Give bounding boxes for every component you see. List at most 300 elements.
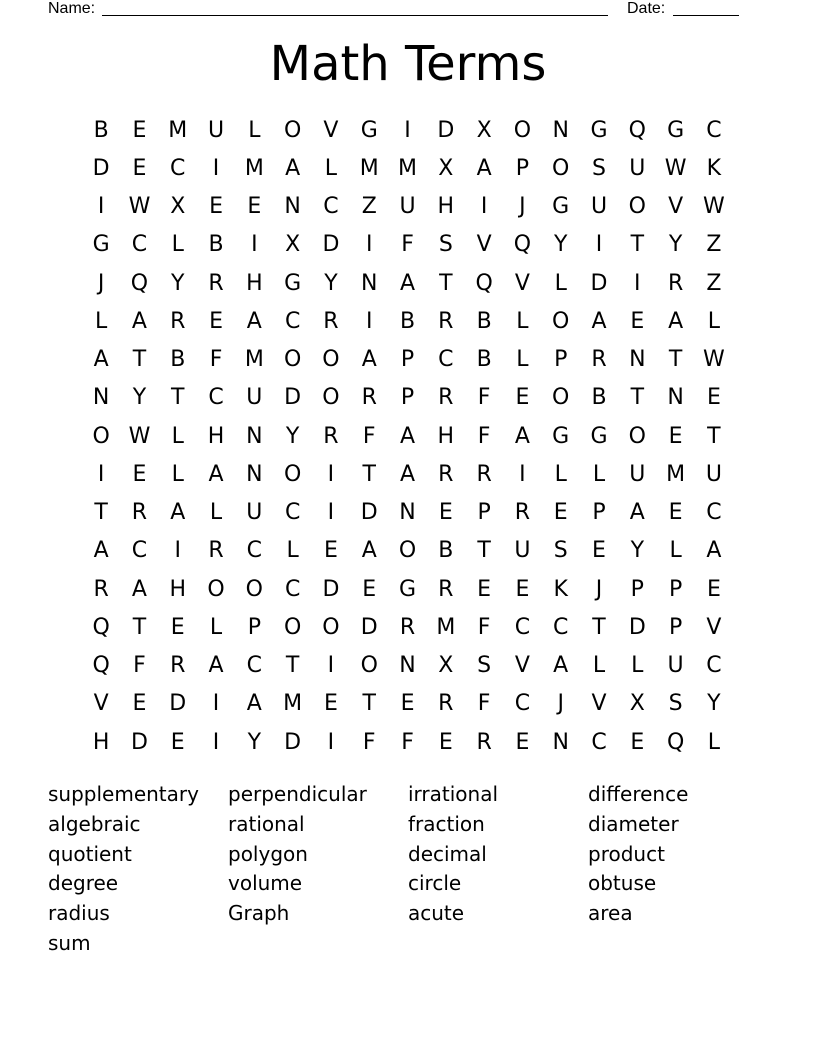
- grid-letter: C: [706, 653, 722, 679]
- grid-letter: S: [553, 538, 568, 564]
- grid-letter: G: [398, 576, 417, 602]
- grid-letter: D: [437, 117, 455, 143]
- grid-letter: R: [438, 385, 454, 411]
- grid-letter: Y: [324, 270, 338, 296]
- grid-letter: G: [552, 194, 570, 220]
- grid-letter: E: [362, 576, 377, 602]
- grid-letter: D: [130, 729, 148, 755]
- grid-letter: L: [209, 500, 223, 526]
- grid-letter: H: [207, 423, 225, 449]
- grid-letter: M: [398, 155, 418, 181]
- grid-letter: T: [630, 232, 645, 258]
- grid-letter: L: [631, 653, 644, 679]
- grid-letter: L: [707, 308, 721, 334]
- grid-letter: D: [322, 232, 340, 258]
- grid-letter: R: [170, 653, 186, 679]
- grid-letter: A: [476, 155, 492, 181]
- grid-letter: O: [552, 385, 570, 411]
- grid-letter: R: [476, 461, 492, 487]
- grid-letter: C: [438, 347, 454, 373]
- grid-letter: F: [362, 729, 376, 755]
- grid-letter: Y: [668, 232, 683, 258]
- grid-letter: R: [476, 729, 492, 755]
- grid-letter: L: [669, 538, 682, 564]
- grid-letter: I: [174, 538, 181, 564]
- date-blank-line[interactable]: [673, 0, 739, 16]
- grid-letter: L: [286, 538, 299, 564]
- grid-letter: E: [132, 691, 147, 717]
- grid-letter: C: [208, 385, 224, 411]
- grid-letter: P: [400, 385, 415, 411]
- grid-letter: E: [553, 500, 568, 526]
- grid-letter: V: [668, 194, 684, 220]
- grid-letter: Y: [247, 729, 262, 755]
- grid-letter: E: [515, 576, 530, 602]
- grid-letter: Z: [706, 270, 722, 296]
- word-list-item: polygon: [228, 841, 308, 866]
- grid-letter: B: [438, 538, 454, 564]
- grid-letter: M: [666, 461, 686, 487]
- grid-letter: E: [668, 500, 683, 526]
- grid-letter: E: [132, 461, 147, 487]
- grid-letter: E: [132, 155, 147, 181]
- grid-letter: D: [628, 614, 646, 640]
- grid-letter: A: [399, 461, 416, 487]
- word-list-item: obtuse: [588, 871, 657, 896]
- grid-letter: W: [703, 347, 725, 373]
- grid-letter: E: [438, 500, 453, 526]
- grid-letter: M: [244, 347, 264, 373]
- word-list-item: diameter: [588, 811, 679, 836]
- grid-letter: C: [706, 117, 722, 143]
- grid-letter: D: [360, 500, 378, 526]
- grid-letter: P: [247, 614, 261, 640]
- grid-letter: L: [516, 347, 529, 373]
- grid-letter: E: [477, 576, 492, 602]
- grid-letter: I: [365, 232, 373, 258]
- grid-letter: E: [515, 385, 530, 411]
- grid-letter: F: [133, 653, 146, 679]
- grid-letter: P: [477, 500, 491, 526]
- grid-letter: Y: [285, 423, 300, 449]
- grid-letter: K: [706, 155, 722, 181]
- grid-letter: U: [246, 385, 263, 411]
- grid-letter: T: [362, 461, 376, 487]
- grid-letter: U: [399, 194, 416, 220]
- grid-letter: N: [399, 653, 416, 679]
- grid-letter: P: [630, 576, 644, 602]
- grid-letter: G: [590, 423, 608, 449]
- grid-letter: A: [361, 347, 377, 373]
- grid-letter: C: [284, 576, 301, 602]
- grid-letter: M: [244, 155, 264, 181]
- grid-letter: T: [592, 614, 606, 640]
- grid-letter: L: [324, 155, 338, 181]
- grid-letter: R: [438, 691, 454, 717]
- word-list-item: radius: [48, 901, 110, 926]
- word-list-item: irrational: [408, 782, 499, 806]
- word-list-item: sum: [48, 930, 91, 955]
- word-list-item: decimal: [408, 841, 487, 866]
- grid-letter: E: [209, 194, 223, 220]
- grid-letter: P: [668, 614, 683, 640]
- grid-letter: V: [706, 614, 722, 640]
- grid-letter: N: [360, 270, 378, 296]
- grid-letter: G: [552, 423, 570, 449]
- grid-letter: V: [514, 270, 530, 296]
- grid-letter: R: [208, 270, 224, 296]
- grid-letter: C: [170, 155, 186, 181]
- grid-letter: V: [514, 653, 530, 679]
- grid-letter: W: [128, 194, 151, 220]
- grid-letter: C: [514, 691, 531, 717]
- grid-letter: E: [630, 729, 645, 755]
- grid-letter: T: [630, 385, 645, 411]
- grid-letter: F: [401, 729, 414, 755]
- grid-letter: C: [514, 614, 531, 640]
- grid-letter: T: [668, 347, 683, 373]
- grid-letter: D: [92, 155, 110, 181]
- grid-letter: D: [590, 270, 608, 296]
- grid-letter: I: [365, 308, 373, 334]
- grid-letter: X: [285, 232, 301, 258]
- grid-letter: A: [553, 653, 569, 679]
- word-list-item: area: [588, 901, 633, 926]
- word-list-item: degree: [48, 871, 119, 896]
- grid-letter: T: [94, 500, 108, 526]
- name-label: Name:: [48, 0, 96, 17]
- grid-letter: I: [212, 691, 220, 717]
- grid-letter: A: [246, 691, 262, 717]
- grid-letter: B: [399, 308, 416, 334]
- grid-letter: H: [246, 270, 263, 296]
- grid-letter: C: [246, 653, 263, 679]
- grid-letter: C: [284, 500, 301, 526]
- grid-letter: R: [514, 500, 531, 526]
- grid-letter: Y: [132, 385, 147, 411]
- grid-letter: F: [209, 347, 223, 373]
- word-list-item: perpendicular: [228, 782, 367, 806]
- grid-letter: R: [667, 270, 684, 296]
- grid-letter: U: [246, 500, 263, 526]
- grid-letter: P: [554, 347, 568, 373]
- grid-letter: O: [92, 423, 110, 449]
- grid-letter: I: [327, 461, 335, 487]
- grid-letter: C: [706, 500, 722, 526]
- grid-letter: L: [554, 461, 567, 487]
- grid-letter: T: [707, 423, 721, 449]
- grid-letter: E: [515, 729, 530, 755]
- grid-letter: A: [246, 308, 262, 334]
- grid-letter: J: [519, 194, 526, 220]
- grid-letter: L: [171, 423, 184, 449]
- grid-letter: H: [169, 576, 187, 602]
- grid-letter: A: [285, 155, 301, 181]
- grid-letter: L: [554, 270, 567, 296]
- grid-letter: U: [514, 538, 531, 564]
- grid-letter: O: [283, 117, 302, 143]
- grid-letter: D: [284, 385, 302, 411]
- grid-letter: N: [667, 385, 684, 411]
- grid-letter: O: [360, 653, 378, 679]
- grid-letter: E: [592, 538, 606, 564]
- grid-letter: O: [552, 308, 570, 334]
- grid-letter: N: [552, 729, 569, 755]
- grid-letter: C: [131, 538, 148, 564]
- grid-letter: I: [327, 500, 335, 526]
- grid-letter: C: [323, 194, 339, 220]
- grid-letter: U: [629, 461, 646, 487]
- grid-letter: T: [362, 691, 376, 717]
- grid-letter: N: [284, 194, 301, 220]
- grid-letter: A: [131, 308, 147, 334]
- grid-letter: B: [208, 232, 224, 258]
- grid-letter: S: [668, 691, 683, 717]
- grid-letter: E: [323, 538, 338, 564]
- grid-letter: F: [477, 423, 491, 449]
- grid-letter: E: [247, 194, 262, 220]
- grid-letter: Z: [706, 232, 722, 258]
- grid-letter: P: [592, 500, 606, 526]
- grid-letter: A: [170, 500, 186, 526]
- grid-letter: Y: [553, 232, 568, 258]
- grid-letter: N: [246, 423, 263, 449]
- grid-letter: R: [438, 461, 454, 487]
- grid-letter: L: [592, 461, 606, 487]
- grid-letter: O: [283, 461, 302, 487]
- grid-letter: S: [592, 155, 606, 181]
- grid-letter: C: [553, 614, 569, 640]
- grid-letter: I: [634, 270, 641, 296]
- grid-letter: Q: [666, 729, 685, 755]
- grid-letter: I: [212, 729, 220, 755]
- grid-letter: P: [515, 155, 530, 181]
- grid-letter: I: [595, 232, 603, 258]
- grid-letter: F: [477, 691, 491, 717]
- word-list-item: volume: [228, 871, 303, 896]
- grid-letter: A: [93, 347, 109, 373]
- grid-letter: O: [322, 347, 340, 373]
- grid-letter: E: [438, 729, 453, 755]
- grid-letter: A: [668, 308, 684, 334]
- grid-letter: V: [93, 691, 109, 717]
- grid-letter: R: [361, 385, 377, 411]
- grid-letter: T: [132, 347, 147, 373]
- grid-letter: Z: [361, 194, 377, 220]
- grid-letter: B: [93, 117, 109, 143]
- grid-letter: O: [322, 614, 340, 640]
- grid-letter: R: [399, 614, 416, 640]
- grid-letter: W: [128, 423, 151, 449]
- grid-letter: Y: [707, 691, 721, 717]
- grid-letter: A: [361, 538, 377, 564]
- grid-letter: C: [131, 232, 148, 258]
- grid-letter: A: [208, 461, 224, 487]
- name-date-header: [48, 0, 768, 20]
- grid-letter: V: [591, 691, 607, 717]
- grid-letter: U: [667, 653, 684, 679]
- grid-letter: E: [170, 614, 185, 640]
- grid-letter: C: [591, 729, 607, 755]
- grid-letter: I: [480, 194, 488, 220]
- grid-letter: J: [97, 270, 105, 296]
- grid-letter: X: [438, 653, 454, 679]
- grid-letter: U: [705, 461, 722, 487]
- word-list-item: product: [588, 841, 665, 866]
- grid-letter: Y: [171, 270, 185, 296]
- grid-letter: R: [323, 308, 339, 334]
- grid-letter: E: [132, 117, 147, 143]
- grid-letter: H: [92, 729, 110, 755]
- grid-letter: U: [590, 194, 608, 220]
- grid-letter: R: [170, 308, 186, 334]
- grid-letter: G: [284, 270, 302, 296]
- grid-letter: R: [323, 423, 339, 449]
- grid-letter: A: [208, 653, 224, 679]
- grid-letter: R: [131, 500, 148, 526]
- grid-letter: B: [476, 347, 492, 373]
- grid-letter: O: [207, 576, 225, 602]
- word-list-item: circle: [408, 871, 462, 896]
- grid-letter: R: [93, 576, 109, 602]
- grid-letter: O: [283, 347, 302, 373]
- grid-letter: R: [438, 308, 454, 334]
- grid-letter: C: [284, 308, 301, 334]
- grid-letter: L: [209, 614, 223, 640]
- grid-letter: O: [628, 423, 646, 449]
- grid-letter: R: [591, 347, 607, 373]
- grid-letter: A: [131, 576, 147, 602]
- letter-grid: [82, 111, 733, 761]
- grid-letter: N: [552, 117, 569, 143]
- grid-letter: O: [283, 614, 302, 640]
- grid-letter: O: [322, 385, 340, 411]
- word-list-item: rational: [228, 811, 305, 836]
- grid-letter: A: [514, 423, 530, 449]
- date-label: Date:: [627, 0, 666, 17]
- grid-letter: T: [439, 270, 453, 296]
- grid-letter: N: [629, 347, 646, 373]
- grid-letter: I: [404, 117, 411, 143]
- grid-letter: J: [557, 691, 564, 717]
- grid-letter: I: [327, 729, 335, 755]
- grid-letter: A: [399, 423, 416, 449]
- grid-letter: A: [591, 308, 607, 334]
- grid-letter: L: [707, 729, 721, 755]
- name-blank-line[interactable]: [102, 0, 608, 16]
- grid-letter: N: [399, 500, 416, 526]
- grid-letter: I: [519, 461, 526, 487]
- grid-letter: E: [668, 423, 683, 449]
- grid-letter: W: [664, 155, 687, 181]
- grid-letter: Y: [630, 538, 645, 564]
- grid-letter: B: [170, 347, 186, 373]
- grid-letter: A: [629, 500, 645, 526]
- grid-letter: T: [132, 614, 147, 640]
- grid-letter: F: [401, 232, 414, 258]
- word-list-item: supplementary: [48, 782, 199, 806]
- page-title: Math Terms: [269, 36, 547, 92]
- grid-letter: X: [476, 117, 492, 143]
- grid-letter: G: [667, 117, 685, 143]
- grid-letter: E: [323, 691, 338, 717]
- grid-letter: Q: [92, 614, 110, 640]
- grid-letter: A: [93, 538, 109, 564]
- grid-letter: N: [92, 385, 110, 411]
- grid-letter: Q: [130, 270, 149, 296]
- grid-letter: K: [553, 576, 568, 602]
- grid-letter: E: [706, 576, 721, 602]
- grid-letter: I: [327, 653, 335, 679]
- grid-letter: S: [438, 232, 453, 258]
- grid-letter: L: [516, 308, 529, 334]
- grid-letter: O: [513, 117, 532, 143]
- grid-letter: A: [706, 538, 722, 564]
- grid-letter: U: [629, 155, 646, 181]
- grid-letter: R: [438, 576, 454, 602]
- grid-letter: E: [706, 385, 721, 411]
- grid-letter: B: [591, 385, 607, 411]
- word-list-item: fraction: [408, 811, 485, 836]
- grid-letter: V: [323, 117, 339, 143]
- grid-letter: X: [629, 691, 645, 717]
- grid-letter: E: [630, 308, 645, 334]
- grid-letter: L: [248, 117, 261, 143]
- grid-letter: F: [477, 385, 491, 411]
- grid-letter: T: [477, 538, 491, 564]
- grid-letter: D: [284, 729, 302, 755]
- grid-letter: S: [477, 653, 492, 679]
- grid-letter: O: [398, 538, 417, 564]
- grid-letter: G: [590, 117, 608, 143]
- grid-letter: T: [285, 653, 300, 679]
- grid-letter: E: [170, 729, 185, 755]
- grid-letter: M: [436, 614, 456, 640]
- grid-letter: H: [437, 194, 455, 220]
- grid-letter: R: [208, 538, 224, 564]
- grid-letter: B: [476, 308, 492, 334]
- word-list-item: acute: [408, 901, 465, 926]
- grid-letter: X: [170, 194, 186, 220]
- grid-letter: U: [207, 117, 225, 143]
- word-list-item: algebraic: [48, 811, 141, 836]
- grid-letter: P: [400, 347, 415, 373]
- grid-letter: W: [703, 194, 725, 220]
- grid-letter: Q: [92, 653, 110, 679]
- grid-letter: I: [251, 232, 258, 258]
- grid-letter: M: [168, 117, 188, 143]
- grid-letter: H: [437, 423, 455, 449]
- grid-letter: Q: [513, 232, 532, 258]
- grid-letter: O: [628, 194, 646, 220]
- grid-letter: C: [246, 538, 263, 564]
- grid-letter: J: [595, 576, 603, 602]
- grid-letter: P: [668, 576, 683, 602]
- grid-letter: I: [97, 194, 105, 220]
- grid-letter: V: [476, 232, 492, 258]
- grid-letter: A: [399, 270, 416, 296]
- grid-letter: I: [97, 461, 105, 487]
- grid-letter: L: [592, 653, 606, 679]
- grid-letter: E: [209, 308, 223, 334]
- word-list: [48, 780, 768, 959]
- grid-letter: X: [438, 155, 454, 181]
- grid-letter: D: [169, 691, 187, 717]
- grid-letter: F: [477, 614, 491, 640]
- grid-letter: D: [322, 576, 340, 602]
- grid-letter: L: [95, 308, 108, 334]
- grid-letter: Q: [475, 270, 493, 296]
